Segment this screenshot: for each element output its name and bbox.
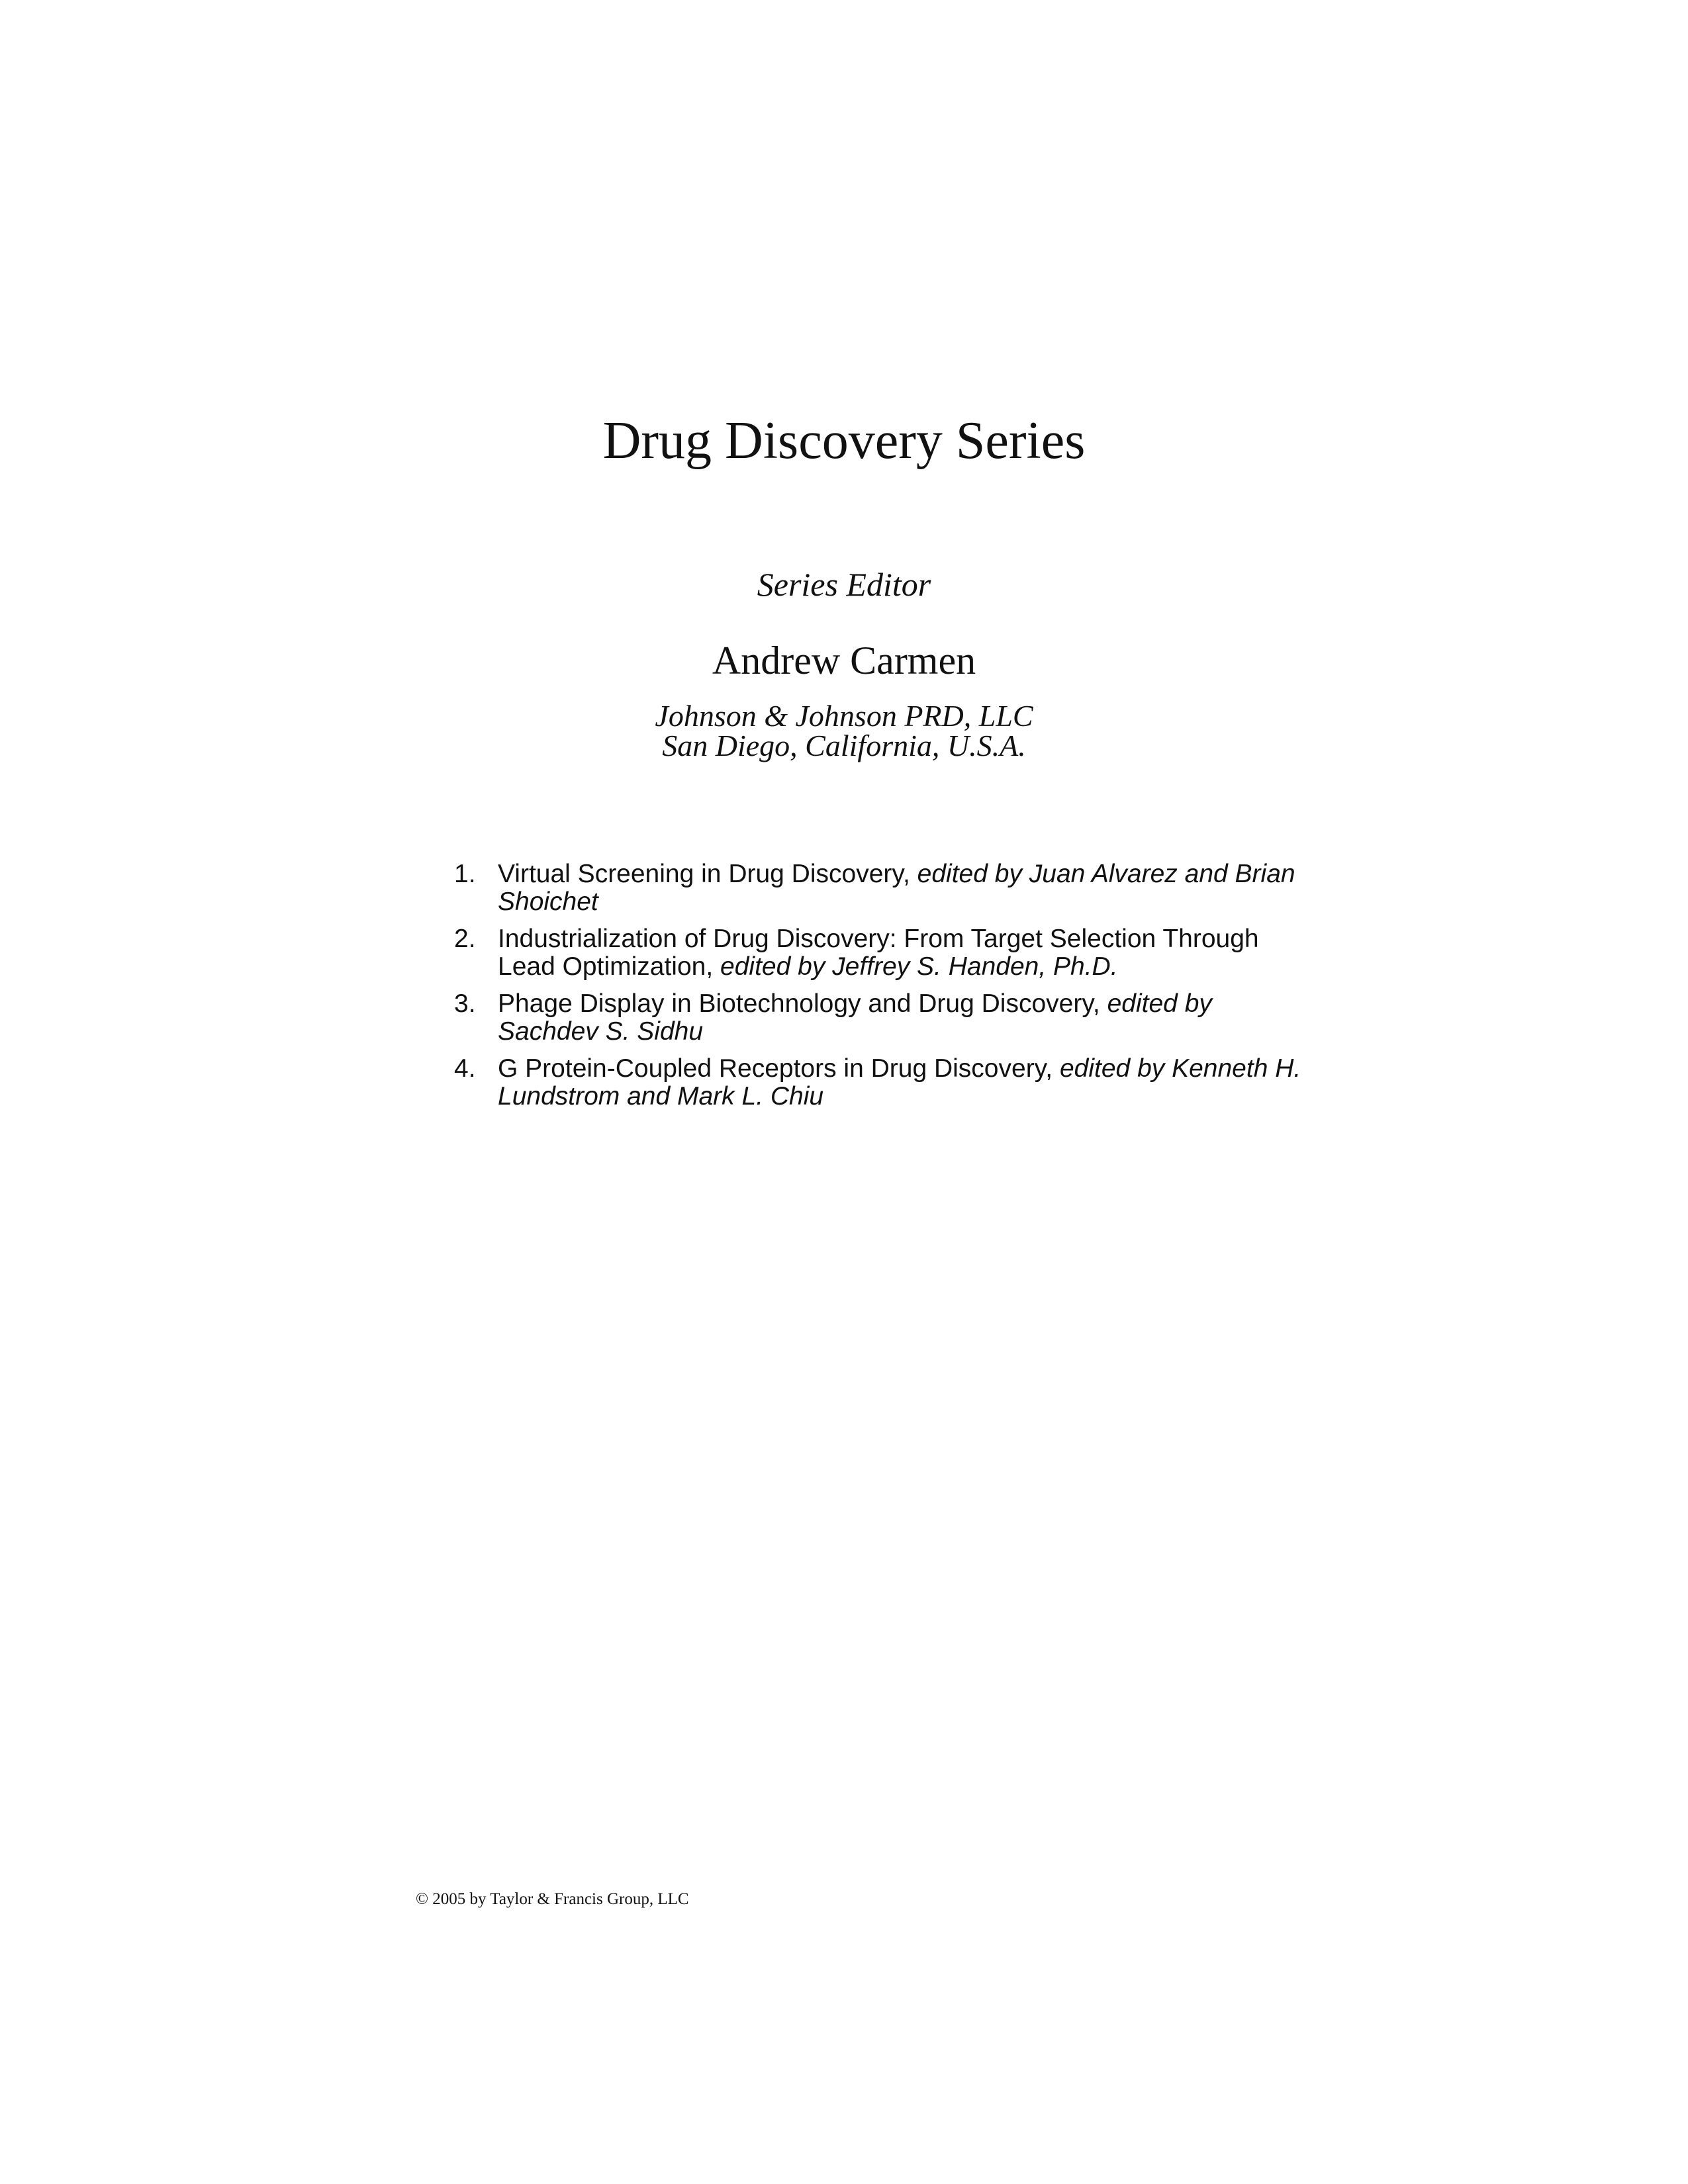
book-list-item xyxy=(450,990,1311,1046)
editor-affiliation-location: San Diego, California, U.S.A. xyxy=(662,729,1026,762)
book-number: 2. xyxy=(454,925,476,953)
copyright-notice: © 2005 by Taylor & Francis Group, LLC xyxy=(416,1890,689,1908)
book-number: 3. xyxy=(454,989,476,1018)
book-title: G Protein-Coupled Receptors in Drug Discovery, xyxy=(498,1054,1053,1083)
book-title: Virtual Screening in Drug Discovery, xyxy=(498,860,910,888)
book-title: Industrialization of Drug Discovery: From Target Selection Through Lead Optimization, xyxy=(498,925,1259,981)
book-editors: edited by Jeffrey S. Handen, Ph.D. xyxy=(720,952,1118,981)
book-title: Phage Display in Biotechnology and Drug Discovery, xyxy=(498,989,1100,1018)
book-editors: edited by Kenneth H. Lundstrom and Mark L. Chiu xyxy=(498,1054,1301,1111)
book-number: 1. xyxy=(454,860,476,888)
series-book-list xyxy=(450,860,1311,1120)
series-editor-label: Series Editor xyxy=(757,566,931,603)
book-list-item xyxy=(450,860,1311,916)
editor-affiliation-organization: Johnson & Johnson PRD, LLC xyxy=(655,699,1033,733)
series-title: Drug Discovery Series xyxy=(602,412,1086,470)
book-editors: edited by Juan Alvarez and Brian Shoichet xyxy=(498,860,1295,916)
book-number: 4. xyxy=(454,1054,476,1083)
book-list-item xyxy=(450,1055,1311,1111)
book-list-item xyxy=(450,925,1311,981)
series-editor-name: Andrew Carmen xyxy=(712,639,976,682)
book-editors: edited by Sachdev S. Sidhu xyxy=(498,989,1212,1046)
